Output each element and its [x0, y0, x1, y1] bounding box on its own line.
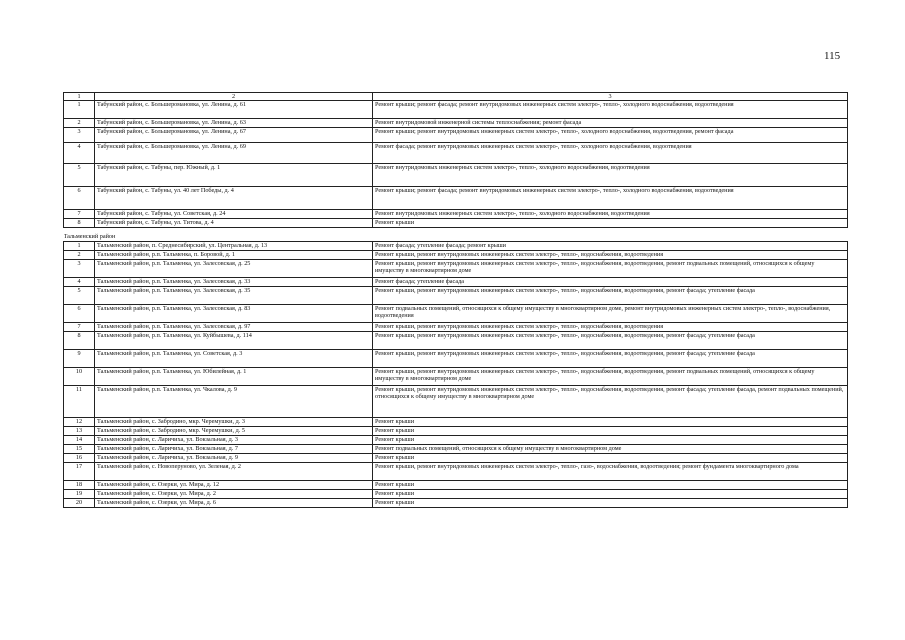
table-row: [64, 435, 848, 444]
row-address: Табунский район, с. Большеромановка, ул. Ленина, д. 67: [95, 127, 373, 142]
row-number: 1: [64, 101, 95, 119]
row-address: Тальменский район, р.п. Тальменка, п. Боровой, д. 1: [95, 250, 373, 259]
row-work: Ремонт крыши, ремонт внутридомовых инженерных систем электро-, тепло-, водоснабжения, водоотведения, ремонт подвальных помещений, относящихся к общему имуществу в многоквартирном доме: [373, 367, 848, 385]
row-work: Ремонт крыши: [373, 426, 848, 435]
row-work: Ремонт крыши, ремонт внутридомовых инженерных систем электро-, тепло-, водоснабжения, водоотведения, ремонт фасада; утепление фасада, ремонт подвальных помещений, относящихся к общему имуществу в многоквартирном доме: [373, 385, 848, 417]
table-row: [64, 277, 848, 286]
table-row: [64, 209, 848, 218]
row-work: Ремонт крыши; ремонт внутридомовых инженерных систем электро-, тепло-, холодного водоснабжения, водоотведения, ремонт фасада: [373, 127, 848, 142]
row-work: Ремонт крыши: [373, 435, 848, 444]
row-work: Ремонт крыши; ремонт фасада; ремонт внутридомовых инженерных систем электро-, тепло-, холодного водоснабжения, водоотведения: [373, 186, 848, 209]
row-address: Тальменский район, п. Среднесибирский, ул. Центральная, д. 13: [95, 241, 373, 250]
row-work: Ремонт крыши, ремонт внутридомовых инженерных систем электро-, тепло-, газо-, водоснабжения, водоотведения; ремонт фундамента многоквартирного дома: [373, 462, 848, 480]
row-number: 18: [64, 480, 95, 489]
row-address: Табунский район, с. Табуны, пер. Южный, д. 1: [95, 163, 373, 186]
table-row: [64, 462, 848, 480]
row-work: Ремонт крыши: [373, 498, 848, 507]
row-work: Ремонт фасада; утепление фасада; ремонт крыши: [373, 241, 848, 250]
table-row: [64, 444, 848, 453]
row-address: Тальменский район, с. Ларичиха, ул. Вокзальная, д. 7: [95, 444, 373, 453]
row-number: 3: [64, 127, 95, 142]
row-number: 2: [64, 250, 95, 259]
table-row: [64, 259, 848, 277]
row-number: 8: [64, 331, 95, 349]
row-work: Ремонт крыши: [373, 218, 848, 227]
row-number: 6: [64, 186, 95, 209]
row-work: Ремонт крыши, ремонт внутридомовых инженерных систем электро-, тепло-, водоснабжения, водоотведения: [373, 322, 848, 331]
row-address: Тальменский район, р.п. Тальменка, ул. Залесовская, д. 83: [95, 304, 373, 322]
table-row: [64, 322, 848, 331]
table-row: [64, 426, 848, 435]
row-work: Ремонт крыши: [373, 453, 848, 462]
table-row: [64, 119, 848, 127]
row-number: 11: [64, 385, 95, 417]
row-number: 13: [64, 426, 95, 435]
row-address: Тальменский район, с. Озерки, ул. Мира, д. 2: [95, 489, 373, 498]
row-address: Табунский район, с. Табуны, ул. 40 лет Победы, д. 4: [95, 186, 373, 209]
row-number: 7: [64, 322, 95, 331]
table-row: [64, 286, 848, 304]
row-work: Ремонт внутридомовой инженерной системы теплоснабжения; ремонт фасада: [373, 119, 848, 127]
row-address: Тальменский район, р.п. Тальменка, ул. Залесовская, д. 33: [95, 277, 373, 286]
row-work: Ремонт фасада; ремонт внутридомовых инженерных систем электро-, тепло-, холодного водоснабжения, водоотведения: [373, 142, 848, 163]
row-work: Ремонт крыши, ремонт внутридомовых инженерных систем электро-, тепло-, водоснабжения, водоотведения, ремонт подвальных помещений, относящихся к общему имуществу в многоквартирном доме: [373, 259, 848, 277]
table-row: [64, 186, 848, 209]
row-work: Ремонт крыши, ремонт внутридомовых инженерных систем электро-, тепло-, водоснабжения, водоотведения, ремонт фасада; утепление фасада: [373, 331, 848, 349]
table-row: [64, 367, 848, 385]
row-number: 6: [64, 304, 95, 322]
table-row: [64, 218, 848, 227]
table-row: [64, 480, 848, 489]
row-number: 15: [64, 444, 95, 453]
row-address: Тальменский район, с. Озерки, ул. Мира, д. 6: [95, 498, 373, 507]
row-number: 9: [64, 349, 95, 367]
row-address: Тальменский район, р.п. Тальменка, ул. Чкалова, д. 9: [95, 385, 373, 417]
table-row: [64, 417, 848, 426]
row-number: 14: [64, 435, 95, 444]
row-address: Тальменский район, с. Новоперуново, ул. Зеленая, д. 2: [95, 462, 373, 480]
row-address: Тальменский район, с. Озерки, ул. Мира, д. 12: [95, 480, 373, 489]
repair-table: [63, 92, 848, 508]
row-work: Ремонт крыши: [373, 480, 848, 489]
row-work: Ремонт крыши: [373, 489, 848, 498]
table-row: [64, 498, 848, 507]
table-row: [64, 453, 848, 462]
row-number: 17: [64, 462, 95, 480]
table-row: [64, 304, 848, 322]
row-work: Ремонт крыши, ремонт внутридомовых инженерных систем электро-, тепло-, водоснабжения, водоотведения: [373, 250, 848, 259]
row-number: 2: [64, 119, 95, 127]
row-address: Табунский район, с. Большеромановка, ул. Ленина, д. 61: [95, 101, 373, 119]
table-row: [64, 127, 848, 142]
row-number: 7: [64, 209, 95, 218]
row-address: Табунский район, с. Большеромановка, ул. Ленина, д. 63: [95, 119, 373, 127]
row-address: Тальменский район, р.п. Тальменка, ул. Залесовская, д. 97: [95, 322, 373, 331]
row-number: 20: [64, 498, 95, 507]
row-address: Тальменский район, с. Ларичиха, ул. Вокзальная, д. 3: [95, 435, 373, 444]
row-address: Тальменский район, р.п. Тальменка, ул. Куйбышева, д. 114: [95, 331, 373, 349]
row-address: Тальменский район, с. Забродино, мкр. Черемушки, д. 5: [95, 426, 373, 435]
row-number: 16: [64, 453, 95, 462]
table-row: [64, 241, 848, 250]
header-col-3: 3: [373, 93, 848, 101]
row-work: Ремонт крыши, ремонт внутридомовых инженерных систем электро-, тепло-, водоснабжения, водоотведения, ремонт фасада; утепление фасада: [373, 286, 848, 304]
row-number: 19: [64, 489, 95, 498]
row-address: Тальменский район, с. Забродино, мкр. Черемушки, д. 3: [95, 417, 373, 426]
row-number: 10: [64, 367, 95, 385]
table-row: [64, 163, 848, 186]
header-col-1: 1: [64, 93, 95, 101]
row-number: 5: [64, 163, 95, 186]
row-number: 5: [64, 286, 95, 304]
row-address: Табунский район, с. Большеромановка, ул. Ленина, д. 69: [95, 142, 373, 163]
page-number: 115: [824, 50, 841, 62]
row-work: Ремонт крыши, ремонт внутридомовых инженерных систем электро-, тепло-, водоснабжения, водоотведения, ремонт фасада; утепление фасада: [373, 349, 848, 367]
table-row: [64, 331, 848, 349]
row-work: Ремонт фасада; утепление фасада: [373, 277, 848, 286]
row-number: 3: [64, 259, 95, 277]
row-number: 8: [64, 218, 95, 227]
row-address: Тальменский район, р.п. Тальменка, ул. Залесовская, д. 25: [95, 259, 373, 277]
table-header-row: [64, 93, 848, 101]
table-row: [64, 489, 848, 498]
table-row: [64, 349, 848, 367]
table-row: [64, 101, 848, 119]
district-heading-row: [64, 227, 848, 241]
row-work: Ремонт подвальных помещений, относящихся к общему имуществу в многоквартирном доме: [373, 444, 848, 453]
row-work: Ремонт крыши; ремонт фасада; ремонт внутридомовых инженерных систем электро-, тепло-, холодного водоснабжения, водоотведения: [373, 101, 848, 119]
row-work: Ремонт внутридомовых инженерных систем электро-, тепло-, холодного водоснабжения, водоотведения: [373, 163, 848, 186]
row-address: Тальменский район, р.п. Тальменка, ул. Советская, д. 3: [95, 349, 373, 367]
row-work: Ремонт внутридомовых инженерных систем электро-, тепло-, холодного водоснабжения, водоотведения: [373, 209, 848, 218]
table-row: [64, 250, 848, 259]
row-work: Ремонт крыши: [373, 417, 848, 426]
row-address: Тальменский район, р.п. Тальменка, ул. Залесовская, д. 35: [95, 286, 373, 304]
row-number: 1: [64, 241, 95, 250]
row-number: 4: [64, 277, 95, 286]
table-row: [64, 142, 848, 163]
header-col-2: 2: [95, 93, 373, 101]
row-address: Тальменский район, с. Ларичиха, ул. Вокзальная, д. 9: [95, 453, 373, 462]
table-row: [64, 385, 848, 417]
row-address: Тальменский район, р.п. Тальменка, ул. Юбилейная, д. 1: [95, 367, 373, 385]
row-address: Табунский район, с. Табуны, ул. Титова, д. 4: [95, 218, 373, 227]
district-heading: Тальменский район: [64, 227, 848, 241]
row-number: 4: [64, 142, 95, 163]
row-number: 12: [64, 417, 95, 426]
row-address: Табунский район, с. Табуны, ул. Советская, д. 24: [95, 209, 373, 218]
row-work: Ремонт подвальных помещений, относящихся к общему имуществу в многоквартирном доме, ремонт внутридомовых инженерных систем электро-, тепло-, водоснабжения, водоотведения: [373, 304, 848, 322]
